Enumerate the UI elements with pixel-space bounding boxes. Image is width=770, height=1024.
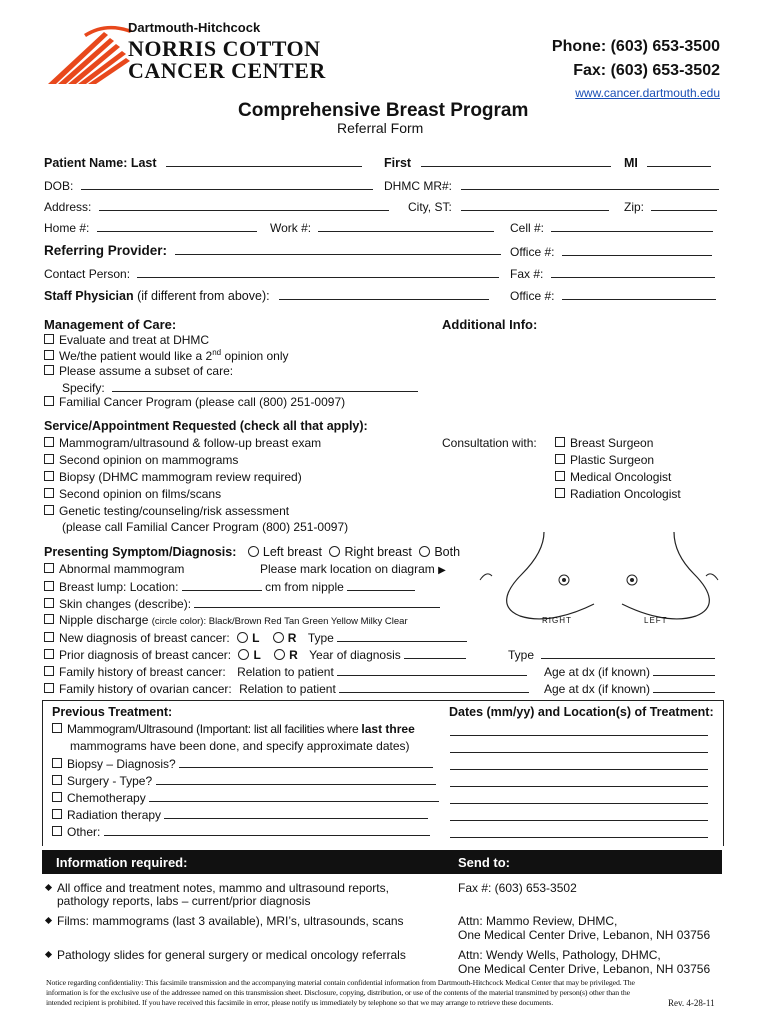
work-field[interactable] (318, 220, 494, 232)
mgmt-opt-subset[interactable] (44, 364, 233, 378)
right-breast-label: Right breast (344, 545, 412, 559)
lump-location-field[interactable] (182, 579, 262, 591)
home-label: Home #: (44, 221, 90, 235)
fax-field[interactable] (551, 266, 715, 278)
checkbox[interactable] (44, 563, 54, 573)
checkbox[interactable] (44, 581, 54, 591)
consult-option[interactable] (555, 487, 681, 501)
consult-option[interactable] (555, 436, 653, 450)
prev-surgery-option[interactable] (52, 773, 436, 788)
previous-heading: Previous Treatment: (52, 705, 173, 719)
address-label: Address: (44, 200, 92, 214)
radio-both-breasts[interactable] (419, 546, 430, 557)
year-of-diagnosis-field[interactable] (404, 647, 466, 659)
consult-option-label: Plastic Surgeon (570, 453, 655, 467)
diagram-left-label: LEFT (644, 616, 668, 625)
last-name-label: Patient Name: Last (44, 156, 157, 170)
date-location-line[interactable] (450, 820, 708, 821)
relation-field[interactable] (339, 681, 529, 693)
prev-mammo-note: mammograms have been done, and specify approximate dates) (70, 739, 410, 753)
office-label: Office #: (510, 245, 555, 259)
new-dx-type-label: Type (307, 631, 334, 645)
work-label: Work #: (270, 221, 312, 235)
radio-prior-dx-right[interactable] (274, 649, 285, 660)
last-name-field[interactable] (166, 155, 362, 167)
consult-label: Consultation with: (442, 436, 537, 450)
date-location-line[interactable] (450, 752, 708, 753)
revision-date: Rev. 4-28-11 (668, 998, 715, 1008)
checkbox[interactable] (44, 649, 54, 659)
checkbox[interactable] (44, 350, 54, 360)
nipple-color-options[interactable]: (circle color): Black/Brown Red Tan Green Yellow Milky Clear (151, 616, 408, 627)
date-location-line[interactable] (450, 803, 708, 804)
prior-dx-left-label: L (253, 648, 261, 662)
age-dx-label: Age at dx (if known) (544, 665, 651, 679)
prev-radiation-field[interactable] (164, 807, 428, 819)
left-breast-label: Left breast (262, 545, 322, 559)
prev-surgery-field[interactable] (156, 773, 436, 785)
specify-label: Specify: (62, 381, 105, 395)
staff-physician-field[interactable] (279, 288, 489, 300)
mark-diagram-note: Please mark location on diagram (260, 562, 435, 576)
consult-option-label: Breast Surgeon (570, 436, 654, 450)
mgmt-opt2-text: We/the patient would like a 2 (59, 349, 213, 363)
consult-option[interactable] (555, 470, 671, 484)
confidentiality-notice: Notice regarding confidentiality: This facsimile transmission and the accompanying material contain confidential information from Dartmouth-Hitchcock Medical Center that may be privileged. The (46, 978, 635, 987)
service-item-label: Genetic testing/counseling/risk assessment (59, 504, 290, 518)
mgmt-opt-evaluate-label: Evaluate and treat at DHMC (59, 333, 210, 347)
breast-lump-label: Breast lump: Location: (59, 580, 179, 594)
checkbox[interactable] (44, 505, 54, 515)
family-history-breast-option[interactable] (44, 664, 527, 679)
city-field[interactable] (461, 199, 609, 211)
checkbox[interactable] (44, 683, 54, 693)
service-heading-note: (check all that apply): (239, 419, 368, 433)
mgmt-opt2-text-b: opinion only (221, 349, 289, 363)
family-history-breast-label: Family history of breast cancer: (59, 665, 226, 679)
confidentiality-notice: information is for the exclusive use of the addressee named on this transmission sheet. Disclosure, copying, distribution, or use of the contents of the material transmitted by person(s) other than the (46, 988, 630, 997)
prev-chemo-option[interactable] (52, 790, 439, 805)
cm-from-nipple-label: cm from nipple (265, 580, 344, 594)
relation-label: Relation to patient (237, 665, 334, 679)
checkbox[interactable] (44, 488, 54, 498)
relation-field[interactable] (337, 664, 527, 676)
service-item[interactable] (44, 487, 221, 501)
prev-mammo-bold: last three (361, 722, 415, 736)
checkbox[interactable] (44, 666, 54, 676)
date-location-line[interactable] (450, 769, 708, 770)
required-item-text: All office and treatment notes, mammo and ultrasound reports, (57, 881, 389, 895)
send-mammo-address: One Medical Center Drive, Lebanon, NH 03756 (458, 928, 711, 942)
org-line2: CANCER CENTER (128, 58, 326, 83)
website-link[interactable]: www.cancer.dartmouth.edu (575, 86, 720, 100)
service-item-label: Biopsy (DHMC mammogram review required) (59, 470, 302, 484)
checkbox[interactable] (44, 632, 54, 642)
patient-name-row (44, 155, 362, 170)
age-dx-field[interactable] (653, 664, 715, 676)
bullet-icon (45, 884, 52, 891)
checkbox[interactable] (555, 454, 565, 464)
send-pathology: Attn: Wendy Wells, Pathology, DHMC, (458, 948, 661, 962)
checkbox[interactable] (44, 365, 54, 375)
prev-chemo-label: Chemotherapy (67, 791, 146, 805)
send-to-heading: Send to: (458, 855, 510, 870)
service-item[interactable] (44, 504, 289, 518)
checkbox[interactable] (44, 471, 54, 481)
mi-label: MI (624, 156, 638, 170)
management-heading: Management of Care: (44, 317, 177, 332)
required-item (46, 881, 389, 895)
dob-label: DOB: (44, 179, 74, 193)
staff-physician-label: Staff Physician (44, 289, 134, 303)
consult-option[interactable] (555, 453, 654, 467)
prior-dx-right-label: R (289, 648, 298, 662)
mr-field[interactable] (461, 178, 719, 190)
prior-diagnosis-option[interactable] (44, 647, 466, 662)
prev-mammo-option[interactable] (52, 722, 415, 736)
new-dx-left-label: L (252, 631, 260, 645)
checkbox[interactable] (555, 488, 565, 498)
prev-surgery-label: Surgery - Type? (67, 774, 153, 788)
family-history-ovarian-option[interactable] (44, 681, 529, 696)
org-line1: NORRIS COTTON (128, 36, 321, 61)
skin-changes-field[interactable] (194, 596, 440, 608)
presenting-heading: Presenting Symptom/Diagnosis: (44, 545, 237, 559)
mi-field[interactable] (647, 155, 711, 167)
home-field[interactable] (97, 220, 257, 232)
referring-provider-field[interactable] (175, 243, 501, 255)
mgmt-opt-second-opinion[interactable] (44, 348, 289, 363)
checkbox[interactable] (52, 758, 62, 768)
referring-provider-label: Referring Provider: (44, 243, 168, 258)
staff-physician-note: (if different from above): (137, 289, 270, 303)
city-label: City, ST: (408, 200, 452, 214)
cell-field[interactable] (551, 220, 713, 232)
radio-new-dx-right[interactable] (273, 632, 284, 643)
fax: Fax: (603) 653-3502 (573, 62, 720, 79)
required-item-text: pathology reports, labs – current/prior diagnosis (57, 894, 311, 908)
triangle-right-icon: ▶ (438, 565, 446, 576)
breast-outline-icon (474, 528, 724, 632)
org-top: Dartmouth-Hitchcock (128, 20, 261, 35)
skin-changes-option[interactable] (44, 596, 440, 611)
first-name-field[interactable] (421, 155, 611, 167)
date-location-line[interactable] (450, 735, 708, 736)
relation-label: Relation to patient (239, 682, 336, 696)
mr-label: DHMC MR#: (384, 179, 452, 193)
prev-other-option[interactable] (52, 824, 430, 839)
prev-mammo-label: Mammogram/Ultrasound (Important: list all facilities where (67, 722, 362, 736)
logo-swoosh-icon (44, 18, 139, 88)
abnormal-mammogram-label: Abnormal mammogram (59, 562, 185, 576)
breast-diagram[interactable] (474, 528, 724, 632)
service-item[interactable] (44, 470, 302, 484)
skin-changes-label: Skin changes (describe): (59, 597, 192, 611)
fax-label: Fax #: (510, 267, 544, 281)
logo (44, 18, 139, 88)
diagram-right-label: RIGHT (542, 616, 572, 625)
checkbox[interactable] (555, 437, 565, 447)
contact-field[interactable] (137, 266, 499, 278)
radio-right-breast[interactable] (329, 546, 340, 557)
genetic-note: (please call Familial Cancer Program (800) 251-0097) (62, 520, 349, 534)
year-of-diagnosis-label: Year of diagnosis (309, 648, 401, 662)
date-location-line[interactable] (450, 837, 708, 838)
checkbox[interactable] (44, 396, 54, 406)
new-dx-right-label: R (287, 631, 297, 645)
contact-label: Contact Person: (44, 267, 131, 281)
age-dx-label: Age at dx (if known) (544, 682, 651, 696)
office2-field[interactable] (562, 288, 716, 300)
mgmt-opt-familial-label: Familial Cancer Program (please call (800) 251-0097) (59, 395, 346, 409)
mgmt-opt-evaluate[interactable] (44, 333, 209, 347)
bullet-icon (45, 917, 52, 924)
office-field[interactable] (562, 244, 712, 256)
radio-left-breast[interactable] (248, 546, 259, 557)
prior-dx-type-field[interactable] (541, 647, 715, 659)
service-item-label: Second opinion on films/scans (59, 487, 222, 501)
checkbox[interactable] (52, 792, 62, 802)
bullet-icon (45, 951, 52, 958)
checkbox[interactable] (44, 598, 54, 608)
service-item[interactable] (44, 436, 321, 450)
specify-field[interactable] (112, 380, 418, 392)
form-subtitle: Referral Form (337, 120, 424, 136)
family-history-ovarian-label: Family history of ovarian cancer: (59, 682, 232, 696)
info-required-heading: Information required: (56, 855, 188, 870)
mgmt-opt-subset-label: Please assume a subset of care: (59, 364, 234, 378)
prev-biopsy-option[interactable] (52, 756, 433, 771)
new-dx-type-field[interactable] (337, 630, 467, 642)
checkbox[interactable] (44, 437, 54, 447)
checkbox[interactable] (52, 723, 62, 733)
consult-option-label: Radiation Oncologist (570, 487, 681, 501)
breast-lump-option[interactable] (44, 579, 415, 594)
first-name-label: First (384, 156, 412, 170)
send-mammo-review: Attn: Mammo Review, DHMC, (458, 914, 618, 928)
info-band (42, 850, 722, 874)
service-item[interactable] (44, 453, 238, 467)
prev-radiation-label: Radiation therapy (67, 808, 162, 822)
prev-other-field[interactable] (104, 824, 430, 836)
prior-dx-type-label: Type (508, 648, 535, 662)
consult-option-label: Medical Oncologist (570, 470, 672, 484)
send-fax: Fax #: (603) 653-3502 (458, 881, 577, 895)
required-item-text: Films: mammograms (last 3 available), MRI’s, ultrasounds, scans (57, 914, 404, 928)
new-diagnosis-label: New diagnosis of breast cancer: (59, 631, 230, 645)
required-item-text: Pathology slides for general surgery or medical oncology referrals (57, 948, 406, 962)
radio-prior-dx-left[interactable] (238, 649, 249, 660)
cell-label: Cell #: (510, 221, 545, 235)
both-breasts-label: Both (434, 545, 461, 559)
age-dx-field[interactable] (653, 681, 715, 693)
prev-biopsy-field[interactable] (179, 756, 433, 768)
office2-label: Office #: (510, 289, 555, 303)
required-item (46, 914, 404, 928)
required-item (46, 948, 406, 962)
prev-radiation-option[interactable] (52, 807, 428, 822)
checkbox[interactable] (555, 471, 565, 481)
service-item-label: Mammogram/ultrasound & follow-up breast exam (59, 436, 322, 450)
phone: Phone: (603) 653-3500 (551, 38, 720, 55)
send-pathology-address: One Medical Center Drive, Lebanon, NH 03756 (458, 962, 711, 976)
checkbox[interactable] (44, 454, 54, 464)
nipple-discharge-label: Nipple discharge (59, 613, 149, 627)
mgmt-opt-familial[interactable] (44, 395, 345, 409)
checkbox[interactable] (52, 775, 62, 785)
zip-field[interactable] (651, 199, 717, 211)
nipple-discharge-option[interactable] (44, 613, 408, 627)
checkbox[interactable] (52, 809, 62, 819)
dob-field[interactable] (81, 178, 373, 190)
date-location-line[interactable] (450, 786, 708, 787)
prev-other-label: Other: (67, 825, 101, 839)
radio-new-dx-left[interactable] (237, 632, 248, 643)
checkbox[interactable] (52, 826, 62, 836)
cm-from-nipple-field[interactable] (347, 579, 415, 591)
checkbox[interactable] (44, 334, 54, 344)
service-heading: Service/Appointment Requested (44, 419, 237, 433)
zip-label: Zip: (624, 200, 645, 214)
confidentiality-notice: intended recipient is prohibited. If you have received this facsimile in error, please notify us immediately by telephone so that we may arrange to retrieve these documents. (46, 998, 553, 1007)
form-title: Comprehensive Breast Program (238, 100, 529, 121)
checkbox[interactable] (44, 614, 54, 624)
abnormal-mammogram-option[interactable] (44, 562, 184, 576)
mgmt-opt2-sup: nd (212, 348, 222, 357)
prior-diagnosis-label: Prior diagnosis of breast cancer: (59, 648, 232, 662)
additional-info-heading: Additional Info: (442, 317, 538, 332)
address-field[interactable] (99, 199, 389, 211)
service-item-label: Second opinion on mammograms (59, 453, 239, 467)
new-diagnosis-option[interactable] (44, 630, 467, 645)
dates-heading: Dates (mm/yy) and Location(s) of Treatment: (449, 705, 714, 719)
prev-chemo-field[interactable] (149, 790, 439, 802)
prev-biopsy-label: Biopsy – Diagnosis? (67, 757, 176, 771)
